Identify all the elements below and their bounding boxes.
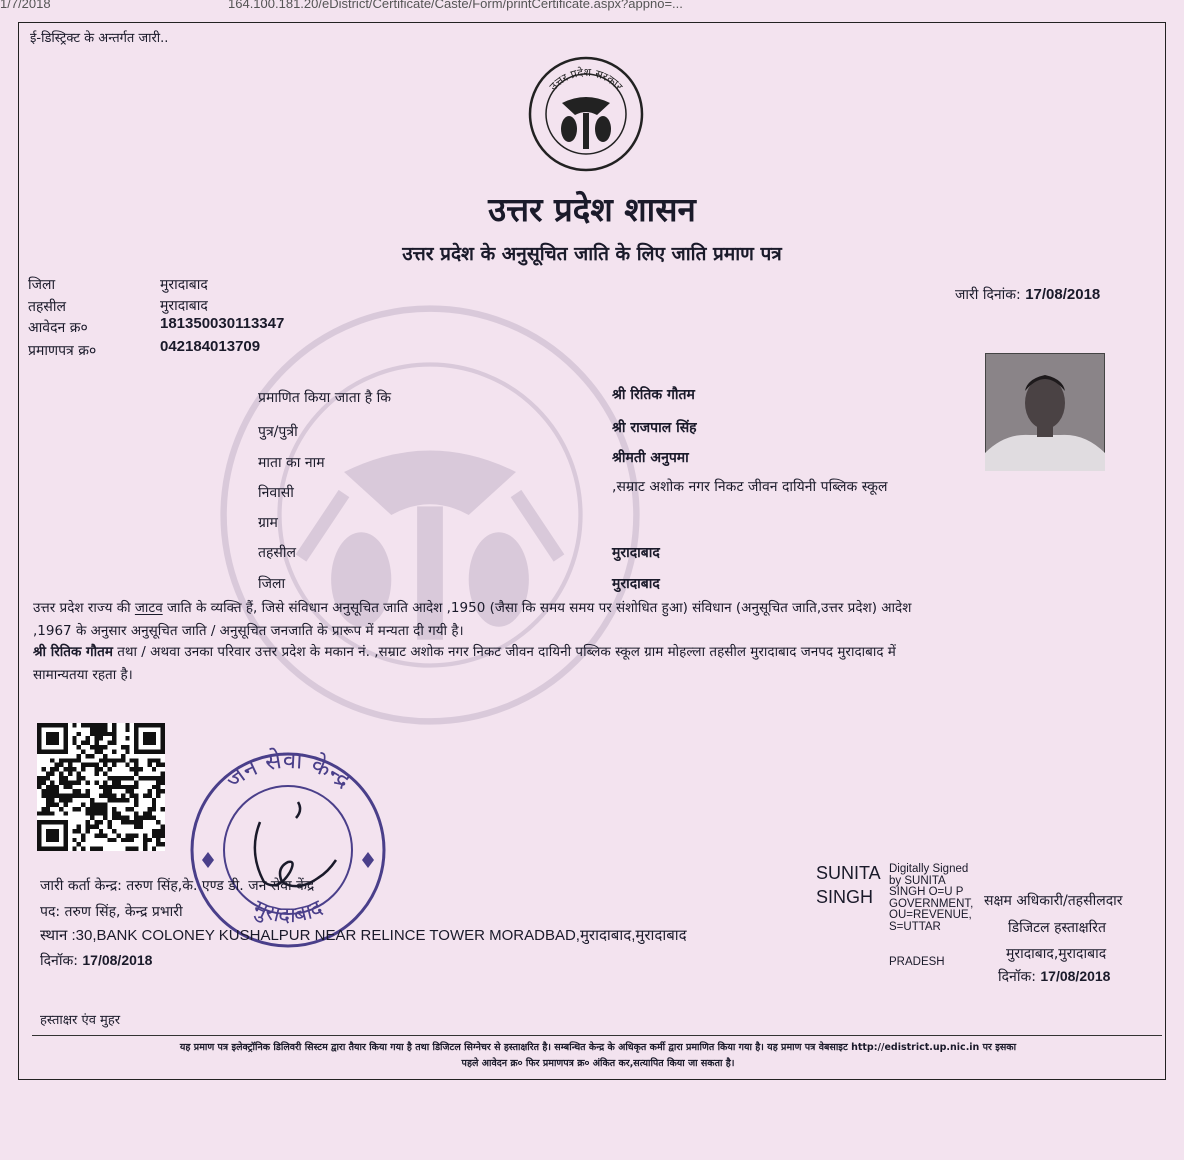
detail-value-mother: श्रीमती अनुपमा [612,450,689,466]
svg-text:उत्तर प्रदेश सरकार [547,66,626,93]
detail-label-mother: माता का नाम [258,455,325,471]
district-value: मुरादाबाद [160,277,208,293]
detail-label-son-daughter: पुत्र/पुत्री [258,424,298,440]
para-text: जाति के व्यक्ति हैं, जिसे संविधान अनुसूचित जाति आदेश ,1950 (जैसा कि समय समय पर संशोधित हुआ) संविधान (अनुसूचित जाति,उत्तर प्रदेश) आदेश [162,600,912,616]
district-label: जिला [28,277,56,293]
officer-date [998,967,1110,986]
paragraph-line: सामान्यतया रहता है। [33,667,133,683]
up-government-emblem [527,55,645,173]
certificate-no-label: प्रमाणपत्र क्र० [28,343,97,359]
signature-detail-line: OU=REVENUE, [889,909,972,921]
paragraph-line [33,641,1158,664]
print-url: 164.100.181.20/eDistrict/Certificate/Caste/Form/printCertificate.aspx?appno=... [228,0,683,11]
certificate-title: उत्तर प्रदेश शासन [488,190,696,229]
issuer-place: स्थान :30,BANK COLONEY KUSHALPUR NEAR RELINCE TOWER MORADBAD,मुरादाबाद,मुरादाबाद [40,927,687,944]
stamp-top-text: जन सेवा केन्द्र [219,745,357,794]
verification-footer [34,1040,1162,1072]
print-date: 1/7/2018 [0,0,51,11]
paragraph-line: ,1967 के अनुसार अनुसूचित जाति / अनुसूचित जनजाति के प्रारूप में मन्यता दी गयी है। [33,623,464,639]
signature-state-tail: PRADESH [889,956,945,968]
detail-value-district: मुरादाबाद [612,576,660,592]
footer-divider [32,1035,1162,1036]
issuer-post: पद: तरुण सिंह, केन्द्र प्रभारी [40,904,183,920]
signature-detail-line: SINGH O=U P [889,886,964,898]
caste-name: जाटव [134,600,163,616]
issue-date-label: जारी दिनांक: [955,287,1021,303]
tehsil-label: तहसील [28,299,66,315]
certification-paragraph [33,597,1158,643]
svg-text:मुरादाबाद [249,895,326,928]
detail-label-tehsil: तहसील [258,545,296,561]
issuing-center: जारी कर्ता केन्द्र: तरुण सिंह,के. एण्ड डी. जन सेवा केंद्र [40,878,315,894]
issued-under-text: ई-डिस्ट्रिक्ट के अन्तर्गत जारी.. [30,31,169,46]
residence-paragraph [33,641,1158,687]
footer-line: यह प्रमाण पत्र इलेक्ट्रॉनिक डिलिवरी सिस्टम द्वारा तैयार किया गया है तथा डिजिटल सिग्नेचर से हस्ताक्षरित है। सम्बन्धित केन्द्र के अधिकृत कर्मी द्वारा प्रमाणित किया गया है। यह प्रमाण पत्र वेबसाइट http://edistrict.up.nic.in पर इसका [179,1042,1017,1053]
para-text: तथा / अथवा उनका परिवार उत्तर प्रदेश के मकान नं. ,सम्राट अशोक नगर निकट जीवन दायिनी पब्लिक स्कूल ग्राम मोहल्ला तहसील मुरादाबाद जनपद मुरादाबाद में [112,644,896,660]
issuer-date-label: दिनॉक: [40,953,78,969]
signature-detail-line: Digitally Signed [889,863,969,875]
digital-signature-details [889,864,973,933]
detail-label-resident: निवासी [258,485,294,501]
para-text: उत्तर प्रदेश राज्य की [33,600,135,616]
signer-name-line2: SINGH [816,887,874,907]
certificate-subtitle: उत्तर प्रदेश के अनुसूचित जाति के लिए जाति प्रमाण पत्र [402,243,782,265]
signature-detail-line: S=UTTAR [889,920,941,933]
paragraph-line [33,597,1158,620]
detail-label-village: ग्राम [258,515,278,531]
stamp-bottom-text: मुरादाबाद [249,895,327,929]
application-no-value: 181350030113347 [160,315,285,332]
browser-print-header [0,0,1184,14]
issuer-date [40,951,152,970]
officer-date-value: 17/08/2018 [1040,968,1111,984]
detail-label-district: जिला [258,576,286,592]
emblem-ring-text: उत्तर प्रदेश सरकार [546,65,626,94]
applicant-photo [985,353,1105,471]
application-no-label: आवेदन क्र० [28,320,88,336]
detail-value-tehsil: मुरादाबाद [612,545,660,561]
detail-value-father: श्री राजपाल सिंह [612,420,697,436]
signature-detail-line: by SUNITA [889,874,946,887]
qr-code [37,723,165,851]
signature-detail-line: GOVERNMENT, [889,897,974,910]
handwritten-signature [255,802,336,886]
holder-name: श्री रितिक गौतम [33,644,113,660]
tehsil-value: मुरादाबाद [160,298,208,314]
officer-digitally-signed: डिजिटल हस्ताक्षरित [1008,920,1106,936]
officer-location: मुरादाबाद,मुरादाबाद [1006,946,1107,962]
signature-seal-label: हस्ताक्षर एंव मुहर [40,1013,121,1028]
issuer-date-value: 17/08/2018 [82,952,153,968]
signer-name-line1: SUNITA [816,863,881,883]
officer-date-label: दिनॉक: [998,969,1036,985]
detail-value-resident: ,सम्राट अशोक नगर निकट जीवन दायिनी पब्लिक स्कूल [612,479,888,495]
officer-title: सक्षम अधिकारी/तहसीलदार [984,893,1123,909]
certificate-no-value: 042184013709 [160,338,261,355]
footer-line: पहले आवेदन क्र० फिर प्रमाणपत्र क्र० अंकित कर,सत्यापित किया जा सकता है। [461,1058,735,1069]
issue-date-value: 17/08/2018 [1025,286,1101,303]
detail-value-name: श्री रितिक गौतम [612,387,695,403]
issue-date [955,285,1100,304]
detail-label-certified: प्रमाणित किया जाता है कि [258,390,392,406]
